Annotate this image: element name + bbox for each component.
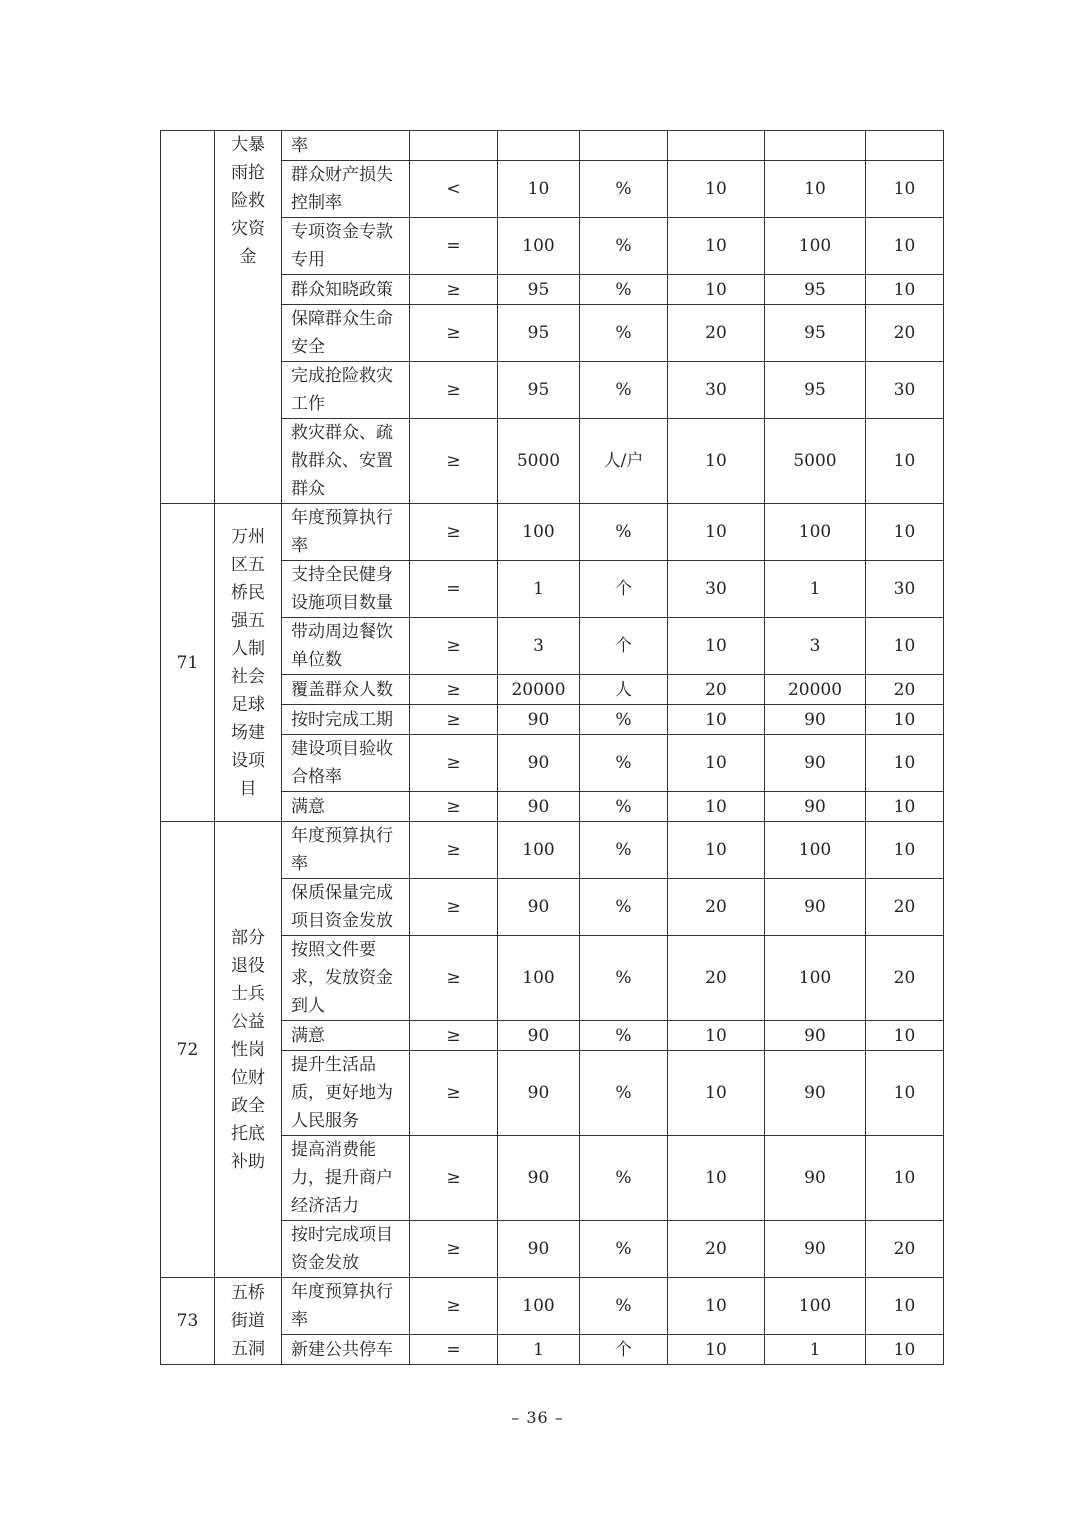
indicator-cell: 群众财产损失控制率 bbox=[282, 161, 410, 218]
indicator-cell: 救灾群众、疏散群众、安置群众 bbox=[282, 419, 410, 504]
target-cell: 100 bbox=[498, 1278, 580, 1335]
unit-cell: % bbox=[580, 1136, 668, 1221]
project-name-line: 金 bbox=[239, 247, 257, 267]
target-cell: 100 bbox=[498, 504, 580, 561]
unit-cell: 个 bbox=[580, 561, 668, 618]
target-cell: 90 bbox=[498, 735, 580, 792]
target-cell: 100 bbox=[498, 822, 580, 879]
score-cell: 10 bbox=[866, 275, 944, 305]
actual-cell: 100 bbox=[765, 218, 866, 275]
score-cell: 10 bbox=[866, 792, 944, 822]
unit-cell: 个 bbox=[580, 1335, 668, 1365]
indicator-cell: 年度预算执行率 bbox=[282, 822, 410, 879]
score-cell: 10 bbox=[866, 705, 944, 735]
score-cell: 10 bbox=[866, 1278, 944, 1335]
table-row bbox=[161, 822, 944, 879]
target-cell: 90 bbox=[498, 792, 580, 822]
actual-cell: 100 bbox=[765, 504, 866, 561]
score-cell: 10 bbox=[866, 822, 944, 879]
target-cell: 90 bbox=[498, 879, 580, 936]
score-cell: 10 bbox=[866, 735, 944, 792]
op-cell: = bbox=[410, 218, 498, 275]
indicator-cell: 按时完成项目资金发放 bbox=[282, 1221, 410, 1278]
target-cell: 100 bbox=[498, 218, 580, 275]
project-name-line: 场建 bbox=[231, 722, 265, 743]
op-cell: ≥ bbox=[410, 362, 498, 419]
actual-cell: 5000 bbox=[765, 419, 866, 504]
score-cell: 20 bbox=[866, 936, 944, 1021]
unit-cell: % bbox=[580, 1221, 668, 1278]
op-cell: ≥ bbox=[410, 705, 498, 735]
op-cell: ≥ bbox=[410, 1221, 498, 1278]
weight-cell: 20 bbox=[668, 1221, 765, 1278]
row-number: 72 bbox=[161, 822, 215, 1278]
actual-cell: 100 bbox=[765, 822, 866, 879]
op-cell: ≥ bbox=[410, 275, 498, 305]
weight-cell: 30 bbox=[668, 561, 765, 618]
unit-cell: % bbox=[580, 161, 668, 218]
unit-cell: % bbox=[580, 936, 668, 1021]
target-cell: 95 bbox=[498, 305, 580, 362]
actual-cell: 90 bbox=[765, 1021, 866, 1051]
unit-cell: % bbox=[580, 879, 668, 936]
score-cell: 10 bbox=[866, 1136, 944, 1221]
project-name-line: 托底 bbox=[231, 1123, 265, 1144]
project-name-line: 险救 bbox=[231, 191, 265, 211]
table-row bbox=[161, 504, 944, 561]
unit-cell: % bbox=[580, 705, 668, 735]
unit-cell: % bbox=[580, 1278, 668, 1335]
unit-cell: % bbox=[580, 504, 668, 561]
indicator-cell: 满意 bbox=[282, 792, 410, 822]
project-name-line: 区五 bbox=[231, 554, 265, 575]
project-name-line: 足球 bbox=[231, 694, 265, 715]
unit-cell: 人 bbox=[580, 675, 668, 705]
indicator-cell: 建设项目验收合格率 bbox=[282, 735, 410, 792]
score-cell: 20 bbox=[866, 879, 944, 936]
op-cell: ≥ bbox=[410, 936, 498, 1021]
indicator-cell: 保质保量完成项目资金发放 bbox=[282, 879, 410, 936]
project-name-line: 目 bbox=[239, 778, 257, 799]
project-name-line: 桥民 bbox=[231, 582, 265, 603]
project-name-line: 政全 bbox=[231, 1095, 265, 1116]
op-cell: ≥ bbox=[410, 822, 498, 879]
op-cell: ≥ bbox=[410, 419, 498, 504]
project-name-line: 士兵 bbox=[231, 983, 265, 1004]
actual-cell: 3 bbox=[765, 618, 866, 675]
weight-cell: 10 bbox=[668, 1136, 765, 1221]
score-cell: 30 bbox=[866, 561, 944, 618]
weight-cell: 10 bbox=[668, 1278, 765, 1335]
weight-cell: 10 bbox=[668, 1335, 765, 1365]
indicator-cell: 按时完成工期 bbox=[282, 705, 410, 735]
score-cell: 30 bbox=[866, 362, 944, 419]
target-cell: 90 bbox=[498, 1221, 580, 1278]
actual-cell: 1 bbox=[765, 561, 866, 618]
unit-cell: % bbox=[580, 305, 668, 362]
target-cell: 20000 bbox=[498, 675, 580, 705]
target-cell: 100 bbox=[498, 936, 580, 1021]
row-number: 73 bbox=[161, 1278, 215, 1365]
unit-cell: % bbox=[580, 822, 668, 879]
row-number bbox=[161, 131, 215, 504]
op-cell: ≥ bbox=[410, 1021, 498, 1051]
weight-cell: 10 bbox=[668, 822, 765, 879]
table-row bbox=[161, 1278, 944, 1335]
op-cell: ≥ bbox=[410, 792, 498, 822]
op-cell: = bbox=[410, 1335, 498, 1365]
indicator-cell: 专项资金专款专用 bbox=[282, 218, 410, 275]
weight-cell: 10 bbox=[668, 792, 765, 822]
project-name-line: 灾资 bbox=[231, 219, 265, 239]
project-name-line: 位财 bbox=[231, 1067, 265, 1088]
weight-cell: 10 bbox=[668, 504, 765, 561]
op-cell: ≥ bbox=[410, 1278, 498, 1335]
project-name-line: 人制 bbox=[231, 638, 265, 659]
project-name-line: 五桥 bbox=[231, 1283, 265, 1303]
unit-cell bbox=[580, 131, 668, 161]
score-cell: 20 bbox=[866, 675, 944, 705]
indicator-cell: 新建公共停车 bbox=[282, 1335, 410, 1365]
unit-cell: % bbox=[580, 735, 668, 792]
indicator-cell: 群众知晓政策 bbox=[282, 275, 410, 305]
op-cell: ≥ bbox=[410, 504, 498, 561]
indicator-cell: 提高消费能力，提升商户经济活力 bbox=[282, 1136, 410, 1221]
table-row bbox=[161, 131, 944, 161]
actual-cell: 90 bbox=[765, 879, 866, 936]
score-cell: 10 bbox=[866, 419, 944, 504]
score-cell: 10 bbox=[866, 504, 944, 561]
indicator-cell: 保障群众生命安全 bbox=[282, 305, 410, 362]
project-name-line: 强五 bbox=[231, 610, 265, 631]
actual-cell: 90 bbox=[765, 705, 866, 735]
weight-cell: 10 bbox=[668, 618, 765, 675]
score-cell: 10 bbox=[866, 1051, 944, 1136]
actual-cell: 95 bbox=[765, 305, 866, 362]
indicator-cell: 支持全民健身设施项目数量 bbox=[282, 561, 410, 618]
weight-cell: 10 bbox=[668, 735, 765, 792]
target-cell: 3 bbox=[498, 618, 580, 675]
project-name-line: 社会 bbox=[231, 666, 265, 687]
unit-cell: % bbox=[580, 362, 668, 419]
op-cell: ≥ bbox=[410, 305, 498, 362]
project-name-line: 大暴 bbox=[231, 135, 265, 155]
project-name-line: 万州 bbox=[231, 526, 265, 547]
weight-cell: 10 bbox=[668, 275, 765, 305]
unit-cell: % bbox=[580, 1051, 668, 1136]
actual-cell: 95 bbox=[765, 275, 866, 305]
score-cell: 10 bbox=[866, 618, 944, 675]
indicator-cell: 年度预算执行率 bbox=[282, 1278, 410, 1335]
actual-cell: 95 bbox=[765, 362, 866, 419]
target-cell bbox=[498, 131, 580, 161]
target-cell: 95 bbox=[498, 362, 580, 419]
weight-cell: 10 bbox=[668, 705, 765, 735]
project-name bbox=[215, 131, 282, 504]
score-cell: 10 bbox=[866, 1021, 944, 1051]
indicator-cell: 率 bbox=[282, 131, 410, 161]
weight-cell: 10 bbox=[668, 1021, 765, 1051]
project-name-line: 部分 bbox=[231, 927, 265, 948]
project-name bbox=[215, 504, 282, 822]
score-cell: 10 bbox=[866, 1335, 944, 1365]
target-cell: 1 bbox=[498, 1335, 580, 1365]
target-cell: 5000 bbox=[498, 419, 580, 504]
actual-cell: 1 bbox=[765, 1335, 866, 1365]
score-cell: 10 bbox=[866, 218, 944, 275]
indicator-cell: 满意 bbox=[282, 1021, 410, 1051]
performance-table bbox=[160, 130, 944, 1365]
indicator-cell: 带动周边餐饮单位数 bbox=[282, 618, 410, 675]
target-cell: 90 bbox=[498, 1136, 580, 1221]
op-cell bbox=[410, 131, 498, 161]
project-name-line: 五洞 bbox=[231, 1339, 265, 1359]
op-cell: ≥ bbox=[410, 618, 498, 675]
actual-cell: 20000 bbox=[765, 675, 866, 705]
score-cell bbox=[866, 131, 944, 161]
target-cell: 90 bbox=[498, 705, 580, 735]
weight-cell: 20 bbox=[668, 879, 765, 936]
indicator-cell: 按照文件要求，发放资金到人 bbox=[282, 936, 410, 1021]
op-cell: ≥ bbox=[410, 675, 498, 705]
weight-cell: 20 bbox=[668, 675, 765, 705]
target-cell: 10 bbox=[498, 161, 580, 218]
project-name bbox=[215, 822, 282, 1278]
weight-cell: 10 bbox=[668, 419, 765, 504]
actual-cell: 10 bbox=[765, 161, 866, 218]
weight-cell: 20 bbox=[668, 936, 765, 1021]
project-name-line: 性岗 bbox=[231, 1039, 265, 1060]
actual-cell: 90 bbox=[765, 792, 866, 822]
score-cell: 20 bbox=[866, 1221, 944, 1278]
op-cell: < bbox=[410, 161, 498, 218]
page-number: – 36 – bbox=[511, 1408, 564, 1427]
indicator-cell: 年度预算执行率 bbox=[282, 504, 410, 561]
unit-cell: % bbox=[580, 1021, 668, 1051]
unit-cell: 人/户 bbox=[580, 419, 668, 504]
actual-cell: 90 bbox=[765, 1051, 866, 1136]
indicator-cell: 覆盖群众人数 bbox=[282, 675, 410, 705]
project-name-line: 补助 bbox=[231, 1151, 265, 1172]
actual-cell bbox=[765, 131, 866, 161]
target-cell: 90 bbox=[498, 1021, 580, 1051]
score-cell: 20 bbox=[866, 305, 944, 362]
indicator-cell: 完成抢险救灾工作 bbox=[282, 362, 410, 419]
op-cell: ≥ bbox=[410, 735, 498, 792]
op-cell: ≥ bbox=[410, 1136, 498, 1221]
weight-cell: 30 bbox=[668, 362, 765, 419]
unit-cell: % bbox=[580, 275, 668, 305]
weight-cell: 10 bbox=[668, 1051, 765, 1136]
unit-cell: 个 bbox=[580, 618, 668, 675]
unit-cell: % bbox=[580, 792, 668, 822]
weight-cell: 20 bbox=[668, 305, 765, 362]
score-cell: 10 bbox=[866, 161, 944, 218]
target-cell: 90 bbox=[498, 1051, 580, 1136]
actual-cell: 100 bbox=[765, 936, 866, 1021]
weight-cell: 10 bbox=[668, 161, 765, 218]
project-name-line: 设项 bbox=[231, 750, 265, 771]
weight-cell: 10 bbox=[668, 218, 765, 275]
op-cell: = bbox=[410, 561, 498, 618]
weight-cell bbox=[668, 131, 765, 161]
actual-cell: 90 bbox=[765, 735, 866, 792]
project-name bbox=[215, 1278, 282, 1365]
op-cell: ≥ bbox=[410, 1051, 498, 1136]
actual-cell: 100 bbox=[765, 1278, 866, 1335]
target-cell: 1 bbox=[498, 561, 580, 618]
project-name-line: 公益 bbox=[231, 1011, 265, 1032]
actual-cell: 90 bbox=[765, 1221, 866, 1278]
row-number: 71 bbox=[161, 504, 215, 822]
target-cell: 95 bbox=[498, 275, 580, 305]
op-cell: ≥ bbox=[410, 879, 498, 936]
project-name-line: 雨抢 bbox=[231, 163, 265, 183]
project-name-line: 街道 bbox=[231, 1311, 265, 1331]
actual-cell: 90 bbox=[765, 1136, 866, 1221]
indicator-cell: 提升生活品质，更好地为人民服务 bbox=[282, 1051, 410, 1136]
unit-cell: % bbox=[580, 218, 668, 275]
project-name-line: 退役 bbox=[231, 955, 265, 976]
